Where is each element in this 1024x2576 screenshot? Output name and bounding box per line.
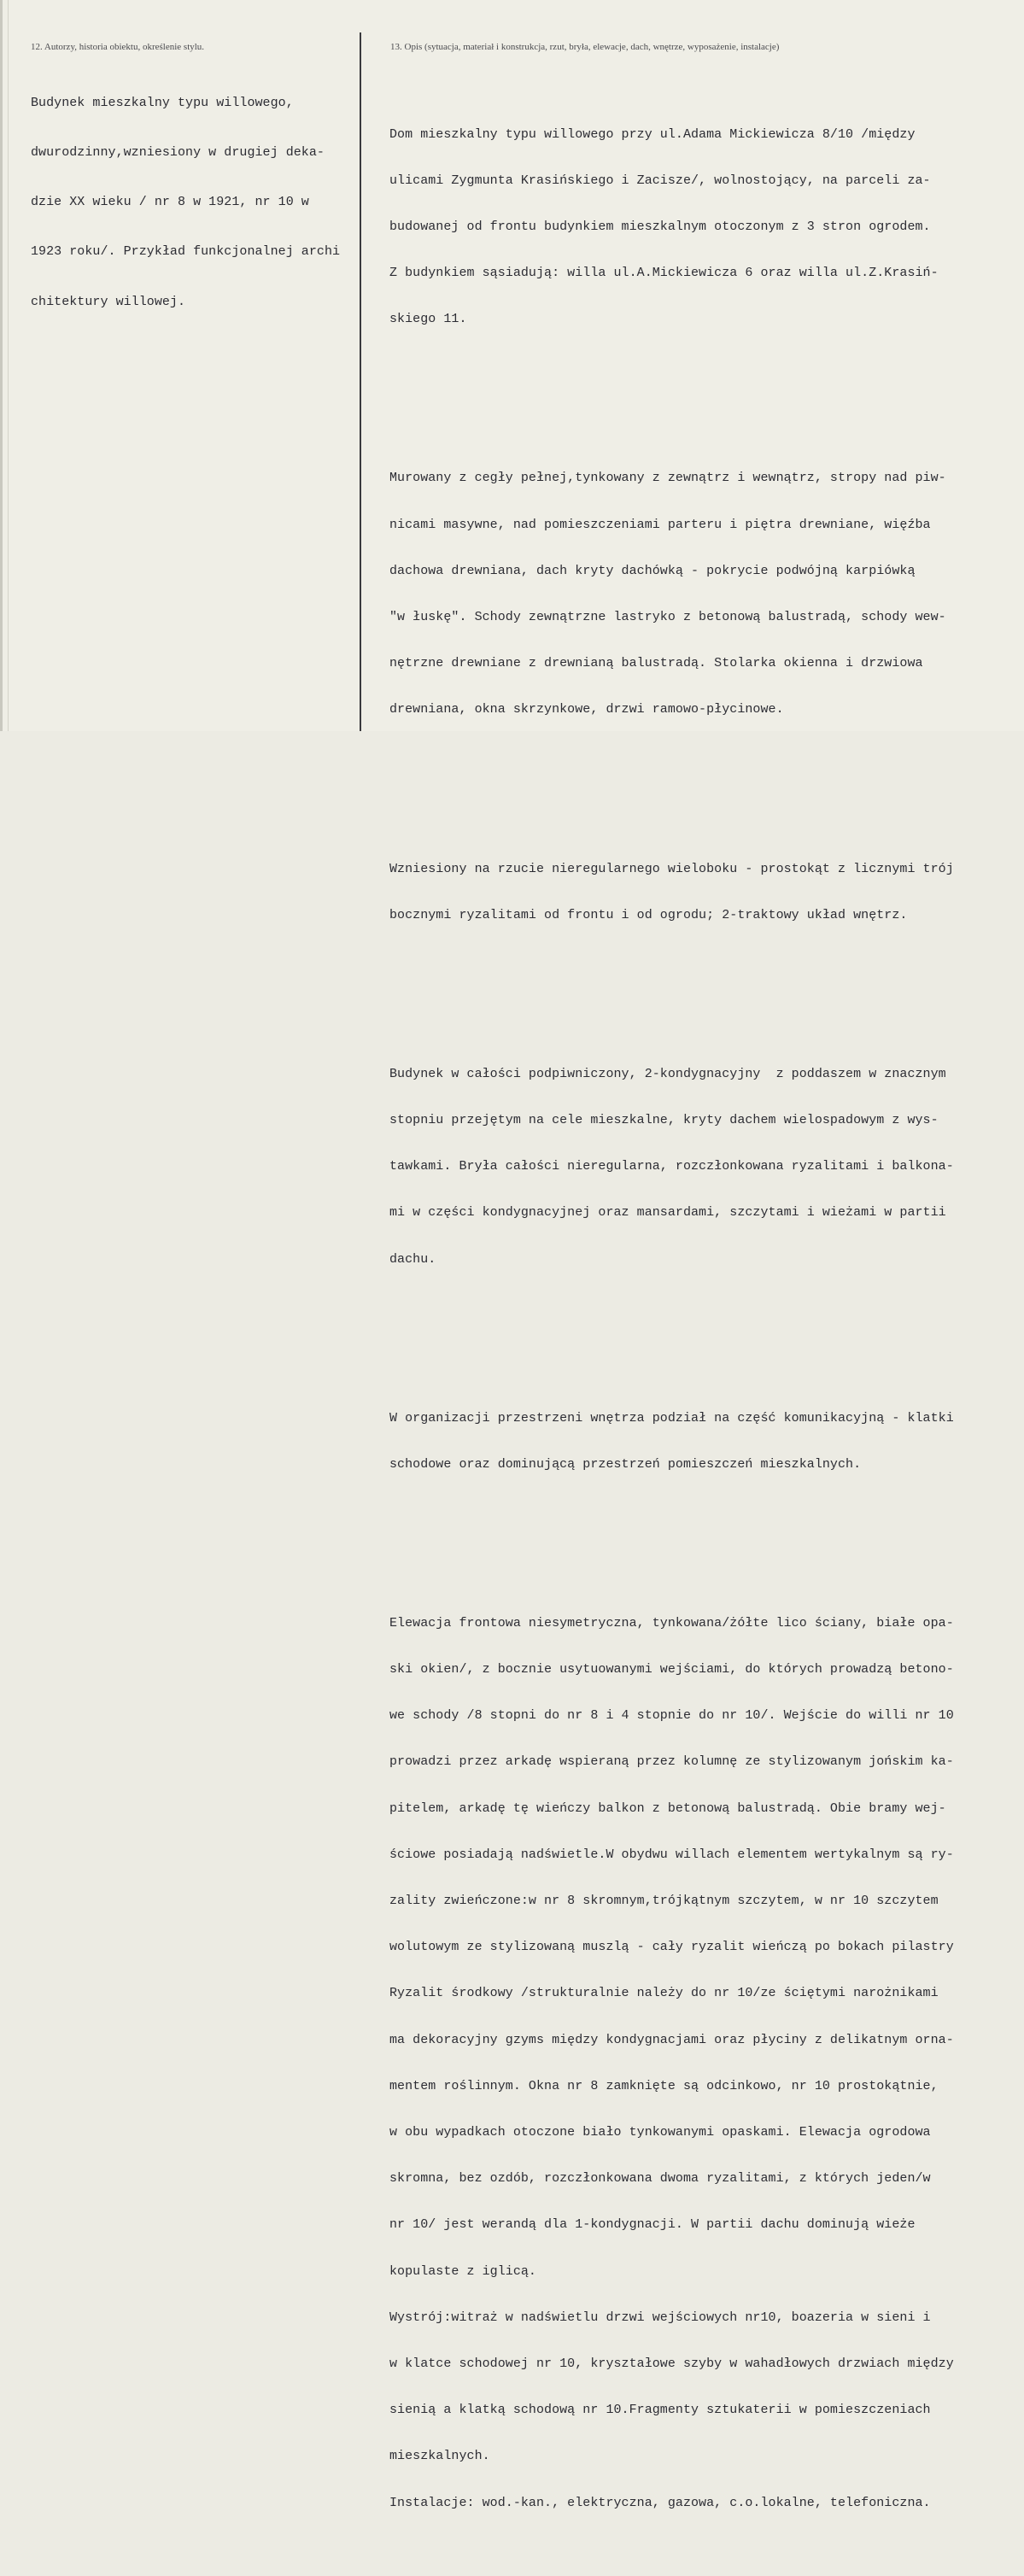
text-line: Dom mieszkalny typu willowego przy ul.Adama Mickiewicza 8/10 /między: [389, 126, 916, 142]
text-line: Elewacja frontowa niesymetryczna, tynkowana/żółte lico ściany, białe opa-: [389, 1615, 954, 1630]
paragraph-gap: [389, 783, 954, 796]
text-line: tawkami. Bryła całości nieregularna, rozczłonkowana ryzalitami i balkona-: [389, 1159, 954, 1174]
text-line: mentem roślinnym. Okna nr 8 zamknięte są odcinkowo, nr 10 prostokątnie,: [389, 2078, 939, 2093]
description-paragraph-location: [389, 95, 954, 360]
description-paragraph-interior: [389, 1379, 954, 1504]
text-line: Murowany z cegły pełnej,tynkowany z zewnątrz i wewnątrz, stropy nad piw-: [389, 471, 946, 486]
description-paragraph-elevations: [389, 1584, 954, 2543]
text-line: mi w części kondygnacyjnej oraz mansardami, szczytami i wieżami w partii: [389, 1205, 946, 1221]
text-line: drewniana, okna skrzynkowe, drzwi ramowo-płycinowe.: [389, 702, 784, 717]
text-line: chitektury willowej.: [31, 294, 186, 309]
paragraph-gap: [389, 988, 954, 1001]
text-line: Ryzalit środkowy /strukturalnie należy do nr 10/ze ściętymi narożnikami: [389, 1986, 939, 2001]
text-line: ski okien/, z bocznie usytuowanymi wejściami, do których prowadzą betono-: [389, 1662, 954, 1677]
text-line: dachowa drewniana, dach kryty dachówką - pokrycie podwójną karpiówką: [389, 563, 916, 578]
text-line: nętrzne drewniane z drewnianą balustradą. Stolarka okienna i drzwiowa: [389, 656, 923, 671]
text-line: dwurodzinny,wzniesiony w drugiej deka-: [31, 145, 325, 161]
text-line: pitelem, arkadę tę wieńczy balkon z betonową balustradą. Obie bramy wej-: [389, 1800, 946, 1816]
text-line: wolutowym ze stylizowaną muszlą - cały ryzalit wieńczą po bokach pilastry: [389, 1940, 954, 1955]
description-paragraph-construction: [389, 439, 954, 750]
text-line: W organizacji przestrzeni wnętrza podział na część komunikacyjną - klatki: [389, 1410, 954, 1426]
description-paragraph-mass: [389, 1034, 954, 1299]
text-line: nicami masywne, nad pomieszczeniami parteru i piętra drewniane, więźba: [389, 517, 931, 532]
text-line: zality zwieńczone:w nr 8 skromnym,trójkątnym szczytem, w nr 10 szczytem: [389, 1894, 939, 1909]
text-line: bocznymi ryzalitami od frontu i od ogrodu; 2-traktowy układ wnętrz.: [389, 907, 908, 922]
text-line: schodowe oraz dominującą przestrzeń pomieszczeń mieszkalnych.: [389, 1456, 862, 1472]
text-line: "w łuskę". Schody zewnątrzne lastryko z betonową balustradą, schody wew-: [389, 610, 946, 625]
text-line: ma dekoracyjny gzyms między kondygnacjami oraz płyciny z delikatnym orna-: [389, 2032, 954, 2047]
text-line: nr 10/ jest werandą dla 1-kondygnacji. W partii dachu dominują wieże: [389, 2217, 916, 2233]
history-text-column: [31, 61, 340, 343]
text-line: prowadzi przez arkadę wspieraną przez kolumnę ze stylizowanym jońskim ka-: [389, 1754, 954, 1770]
paragraph-gap: [389, 1332, 954, 1345]
text-line: w klatce schodowej nr 10, kryształowe szyby w wahadłowych drzwiach między: [389, 2356, 954, 2372]
text-line: Instalacje: wod.-kan., elektryczna, gazowa, c.o.lokalne, telefoniczna.: [389, 2495, 931, 2510]
description-text-column: [389, 61, 954, 2576]
text-line: kopulaste z iglicą.: [389, 2263, 536, 2279]
text-line: stopniu przejętym na cele mieszkalne, kryty dachem wielospadowym z wys-: [389, 1112, 939, 1127]
text-line: ulicami Zygmunta Krasińskiego i Zacisze/, wolnostojący, na parceli za-: [389, 173, 931, 188]
description-paragraph-plan: [389, 829, 954, 955]
text-line: sienią a klatką schodową nr 10.Fragmenty sztukaterii w pomieszczeniach: [389, 2403, 931, 2418]
paragraph-gap: [389, 392, 954, 405]
text-line: 1923 roku/. Przykład funkcjonalnej archi: [31, 244, 341, 260]
text-line: budowanej od frontu budynkiem mieszkalnym otoczonym z 3 stron ogrodem.: [389, 220, 931, 235]
text-line: skiego 11.: [389, 312, 467, 327]
paragraph-gap: [389, 1537, 954, 1550]
text-line: Z budynkiem sąsiadują: willa ul.A.Mickiewicza 6 oraz willa ul.Z.Krasiń-: [389, 266, 939, 281]
section-13-header: 13. Opis (sytuacja, materiał i konstrukcja, rzut, bryła, elewacje, dach, wnętrze, wyposażenie, instalacje): [390, 42, 780, 52]
text-line: mieszkalnych.: [389, 2449, 490, 2464]
text-line: ściowe posiadają nadświetle.W obydwu willach elementem wertykalnym są ry-: [389, 1847, 954, 1862]
text-line: skromna, bez ozdób, rozczłonkowana dwoma ryzalitami, z których jeden/w: [389, 2171, 931, 2187]
column-divider: [360, 32, 361, 731]
text-line: Wystrój:witraż w nadświetlu drzwi wejściowych nr10, boazeria w sieni i: [389, 2310, 931, 2325]
text-line: Budynek w całości podpiwniczony, 2-kondygnacyjny z poddaszem w znacznym: [389, 1066, 946, 1081]
page-edge-line: [8, 0, 9, 731]
text-line: dzie XX wieku / nr 8 w 1921, nr 10 w: [31, 195, 309, 210]
text-line: w obu wypadkach otoczone biało tynkowanymi opaskami. Elewacja ogrodowa: [389, 2125, 931, 2140]
text-line: Wzniesiony na rzucie nieregularnego wieloboku - prostokąt z licznymi trój: [389, 861, 954, 876]
text-line: dachu.: [389, 1251, 436, 1267]
section-12-header: 12. Autorzy, historia obiektu, określenie stylu.: [31, 42, 205, 52]
text-line: Budynek mieszkalny typu willowego,: [31, 95, 294, 110]
text-line: we schody /8 stopni do nr 8 i 4 stopnie do nr 10/. Wejście do willi nr 10: [389, 1708, 954, 1724]
